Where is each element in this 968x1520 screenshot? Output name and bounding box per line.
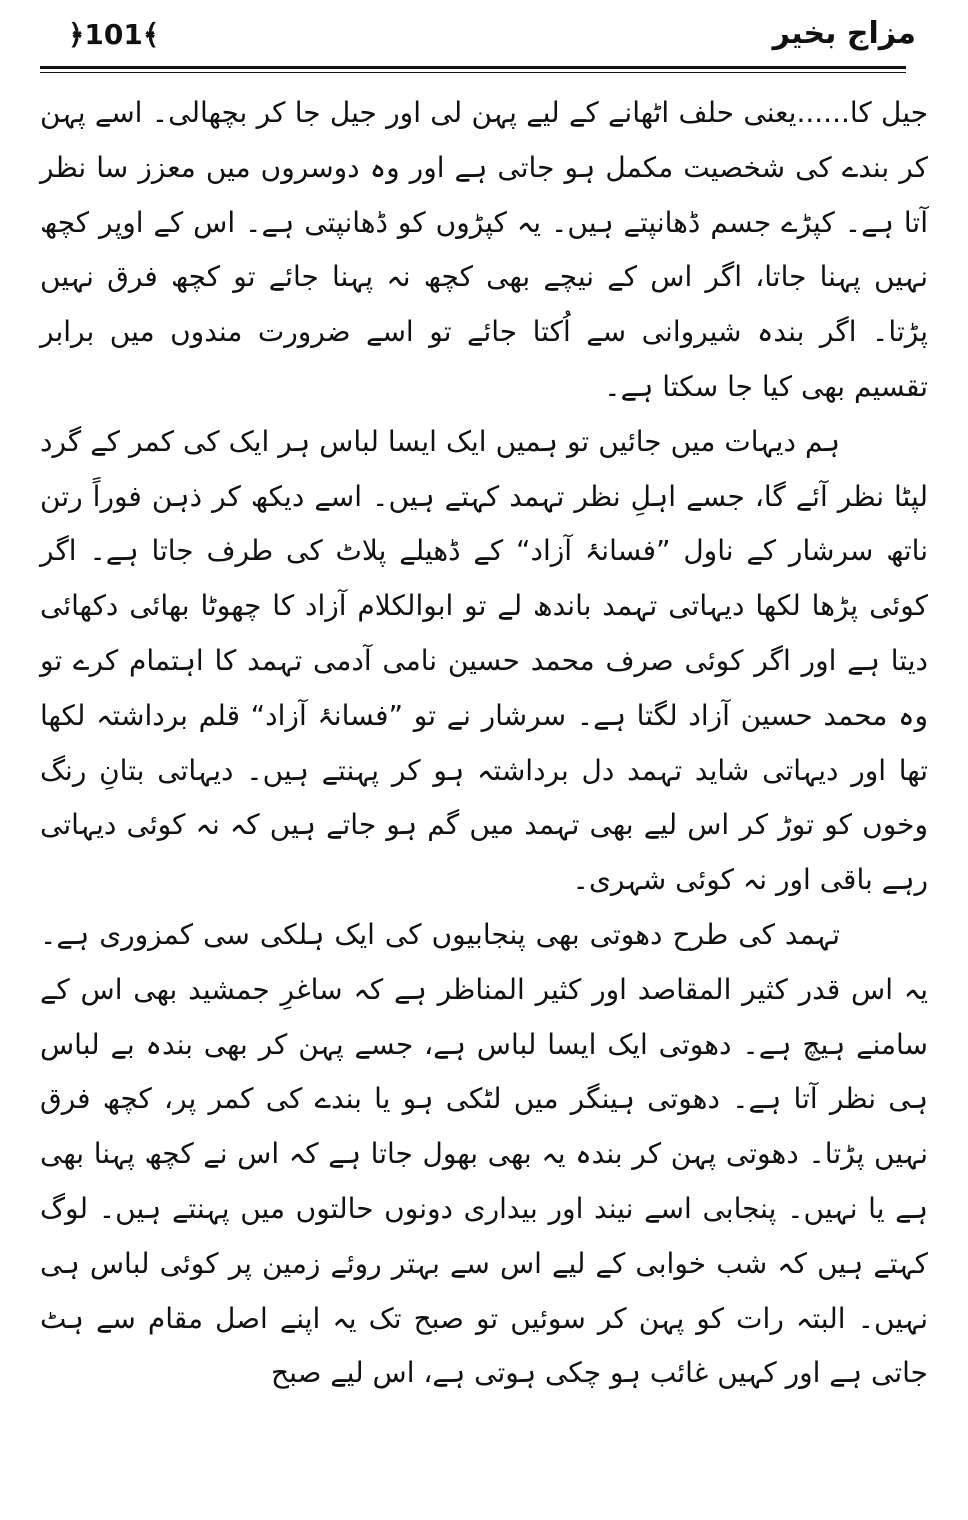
paragraph-1: جیل کا......یعنی حلف اٹھانے کے لیے پہن لی اور جیل جا کر بچھالی۔ اسے پہن کر بندے کی شخصیت مکمل ہو جاتی ہے اور وہ دوسروں میں معزز سا نظر آتا ہے۔ کپڑے جسم ڈھانپتے ہیں۔ یہ کپڑوں کو ڈھانپتی ہے۔ اس کے اوپر کچھ نہیں پہنا جاتا، اگر اس کے نیچے بھی کچھ نہ پہنا جائے تو کچھ فرق نہیں پڑتا۔ اگر بندہ شیروانی سے اُکتا جائے تو اسے ضرورت مندوں میں برابر تقسیم بھی کیا جا سکتا ہے۔ xyxy=(40,96,928,403)
header-rule-thick xyxy=(40,66,906,69)
page-header xyxy=(40,14,928,64)
paragraph-3: تہمد کی طرح دھوتی بھی پنجابیوں کی ایک ہلکی سی کمزوری ہے۔ یہ اس قدر کثیر المقاصد اور کثیر المناظر ہے کہ ساغرِ جمشید بھی اس کے سامنے ہیچ ہے۔ دھوتی ایک ایسا لباس ہے، جسے پہن کر بھی بندہ بے لباس ہی نظر آتا ہے۔ دھوتی ہینگر میں لٹکی ہو یا بندے کی کمر پر، کچھ فرق نہیں پڑتا۔ دھوتی پہن کر بندہ یہ بھی بھول جاتا ہے کہ اس نے کچھ پہنا بھی ہے یا نہیں۔ پنجابی اسے نیند اور بیداری دونوں حالتوں میں پہنتے ہیں۔ لوگ کہتے ہیں کہ شب خوابی کے لیے اس سے بہتر روئے زمین پر کوئی لباس ہی نہیں۔ البتہ رات کو پہن کر سوئیں تو صبح تک یہ اپنے اصل مقام سے ہٹ جاتی ہے اور کہیں غائب ہو چکی ہوتی ہے، اس لیے صبح xyxy=(40,917,928,1390)
paragraph-2: ہم دیہات میں جائیں تو ہمیں ایک ایسا لباس ہر ایک کی کمر کے گرد لپٹا نظر آئے گا، جسے اہلِ نظر تہمد کہتے ہیں۔ اسے دیکھ کر ذہن فوراً رتن ناتھ سرشار کے ناول ”فسانۂ آزاد“ کے ڈھیلے پلاٹ کی طرف جاتا ہے۔ اگر کوئی پڑھا لکھا دیہاتی تہمد باندھ لے تو ابوالکلام آزاد کا چھوٹا بھائی دکھائی دیتا ہے اور اگر کوئی صرف محمد حسین نامی آدمی تہمد کا اہتمام کرے تو وہ محمد حسین آزاد لگتا ہے۔ سرشار نے تو ”فسانۂ آزاد“ قلم برداشتہ لکھا تھا اور دیہاتی شاید تہمد دل برداشتہ ہو کر پہنتے ہیں۔ دیہاتی بتانِ رنگ وخوں کو توڑ کر اس لیے بھی تہمد میں گم ہو جاتے ہیں کہ نہ کوئی دیہاتی رہے باقی اور نہ کوئی شہری۔ xyxy=(40,424,928,897)
body-text xyxy=(40,86,928,1401)
running-title: مزاج بخیر xyxy=(772,16,916,51)
page-number: ﴿101﴾ xyxy=(68,18,160,51)
header-rule-thin xyxy=(40,72,906,73)
